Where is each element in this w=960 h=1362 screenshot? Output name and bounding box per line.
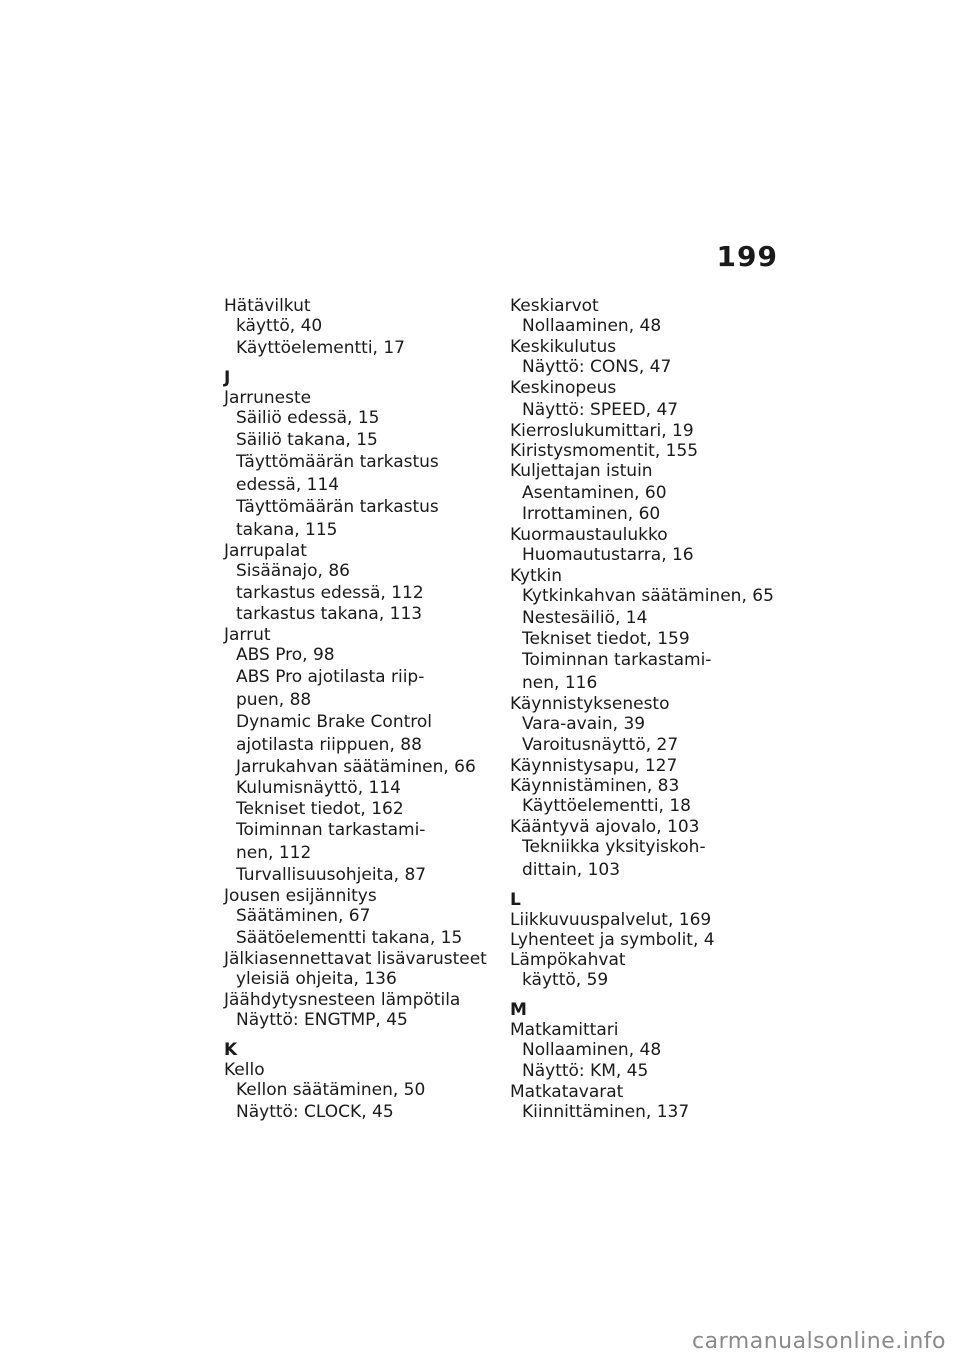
- index-letter-heading-j: J: [224, 368, 231, 388]
- index-subentry: Täyttömäärän tarkastus: [236, 497, 439, 517]
- index-subentry: Asentaminen, 60: [522, 483, 667, 503]
- index-subentry: käyttö, 59: [522, 970, 609, 990]
- index-subentry: Kytkinkahvan säätäminen, 65: [522, 586, 774, 606]
- index-subentry: Toiminnan tarkastami-: [522, 650, 712, 670]
- index-subentry: Näyttö: KM, 45: [522, 1061, 649, 1081]
- index-subentry: tarkastus edessä, 112: [236, 583, 424, 603]
- index-subentry: Näyttö: ENGTMP, 45: [236, 1010, 408, 1030]
- index-entry-matkamittari: Matkamittari: [510, 1020, 619, 1040]
- index-letter-heading-l: L: [510, 890, 521, 910]
- index-subentry: Täyttömäärän tarkastus: [236, 452, 439, 472]
- index-subentry: Kellon säätäminen, 50: [236, 1080, 426, 1100]
- index-entry-kiristysmomentit: Kiristysmomentit, 155: [510, 441, 699, 461]
- index-subentry: Nollaaminen, 48: [522, 1040, 662, 1060]
- index-entry-kaynnistyksenesto: Käynnistyksenesto: [510, 694, 670, 714]
- index-subentry: Dynamic Brake Control: [236, 712, 432, 732]
- index-subentry-continued: ajotilasta riippuen, 88: [236, 735, 422, 755]
- index-subentry: ABS Pro, 98: [236, 645, 335, 665]
- index-subentry: Tekniset tiedot, 159: [522, 629, 690, 649]
- index-subentry: Käyttöelementti, 18: [522, 796, 691, 816]
- index-subentry: Irrottaminen, 60: [522, 504, 661, 524]
- index-subentry: Huomautustarra, 16: [522, 545, 694, 565]
- index-subentry: Säätäminen, 67: [236, 906, 371, 926]
- index-entry-kuormaustaulukko: Kuormaustaulukko: [510, 525, 668, 545]
- index-entry-jaahdytysneste: Jäähdytysnesteen lämpötila: [224, 990, 461, 1010]
- index-subentry: Nollaaminen, 48: [522, 316, 662, 336]
- index-column-right: [510, 296, 780, 1123]
- index-subentry: Toiminnan tarkastami-: [236, 820, 426, 840]
- index-entry-lyhenteet: Lyhenteet ja symbolit, 4: [510, 930, 715, 950]
- index-entry-kello: Kello: [224, 1060, 265, 1080]
- index-subentry: Näyttö: CONS, 47: [522, 357, 672, 377]
- index-entry-keskinopeus: Keskinopeus: [510, 378, 617, 398]
- index-subentry: Käyttöelementti, 17: [236, 338, 405, 358]
- index-entry-hatavilkut: Hätävilkut: [224, 296, 311, 316]
- index-entry-jalkiasennettavat: Jälkiasennettavat lisävarusteet: [224, 949, 487, 969]
- index-subentry: Jarrukahvan säätäminen, 66: [236, 757, 476, 777]
- index-entry-kuljettajan-istuin: Kuljettajan istuin: [510, 461, 653, 481]
- index-subentry: Kulumisnäyttö, 114: [236, 778, 401, 798]
- page-number: 199: [716, 240, 778, 273]
- index-subentry: Tekniset tiedot, 162: [236, 799, 404, 819]
- index-entry-jarrut: Jarrut: [224, 625, 271, 645]
- index-subentry: Säätöelementti takana, 15: [236, 928, 463, 948]
- index-subentry: Nestesäiliö, 14: [522, 608, 648, 628]
- index-subentry-continued: nen, 116: [522, 673, 598, 693]
- index-subentry: käyttö, 40: [236, 316, 323, 336]
- index-entry-lampokahvat: Lämpökahvat: [510, 950, 626, 970]
- index-entry-liikkuvuuspalvelut: Liikkuvuuspalvelut, 169: [510, 910, 712, 930]
- index-subentry-continued: puen, 88: [236, 690, 312, 710]
- index-entry-jarrupalat: Jarrupalat: [224, 541, 307, 561]
- index-subentry-continued: edessä, 114: [236, 475, 340, 495]
- index-subentry: Säiliö edessä, 15: [236, 408, 380, 428]
- index-column-left: [224, 296, 494, 1123]
- index-entry-kaynnistaminen: Käynnistäminen, 83: [510, 776, 680, 796]
- index-subentry: Tekniikka yksityiskoh-: [522, 837, 706, 857]
- index-entry-keskiarvot: Keskiarvot: [510, 296, 599, 316]
- index-subentry: Näyttö: SPEED, 47: [522, 400, 679, 420]
- footer-watermark: carmanualsonline.info: [692, 1329, 946, 1354]
- index-subentry: Vara-avain, 39: [522, 714, 646, 734]
- index-subentry: Varoitusnäyttö, 27: [522, 735, 679, 755]
- index-subentry: Kiinnittäminen, 137: [522, 1102, 690, 1122]
- index-entry-kytkin: Kytkin: [510, 566, 562, 586]
- index-letter-heading-m: M: [510, 1000, 527, 1020]
- index-letter-heading-k: K: [224, 1040, 238, 1060]
- index-entry-matkatavarat: Matkatavarat: [510, 1082, 624, 1102]
- index-subentry-continued: nen, 112: [236, 843, 312, 863]
- index-subentry-continued: takana, 115: [236, 520, 338, 540]
- index-entry-keskikulutus: Keskikulutus: [510, 337, 617, 357]
- index-entry-kaynnistysapu: Käynnistysapu, 127: [510, 756, 678, 776]
- index-subentry: tarkastus takana, 113: [236, 604, 423, 624]
- index-subentry-continued: dittain, 103: [522, 860, 621, 880]
- index-entry-jarruneste: Jarruneste: [224, 388, 312, 408]
- index-subentry: Sisäänajo, 86: [236, 561, 350, 581]
- index-subentry: ABS Pro ajotilasta riip-: [236, 667, 425, 687]
- index-subentry: Säiliö takana, 15: [236, 430, 378, 450]
- index-subentry: Turvallisuusohjeita, 87: [236, 865, 427, 885]
- index-entry-jousen-esijannitys: Jousen esijännitys: [224, 886, 377, 906]
- index-subentry: yleisiä ohjeita, 136: [236, 969, 397, 989]
- index-entry-kaantyva-ajovalo: Kääntyvä ajovalo, 103: [510, 817, 700, 837]
- index-entry-kierroslukumittari: Kierroslukumittari, 19: [510, 421, 694, 441]
- index-subentry: Näyttö: CLOCK, 45: [236, 1102, 394, 1122]
